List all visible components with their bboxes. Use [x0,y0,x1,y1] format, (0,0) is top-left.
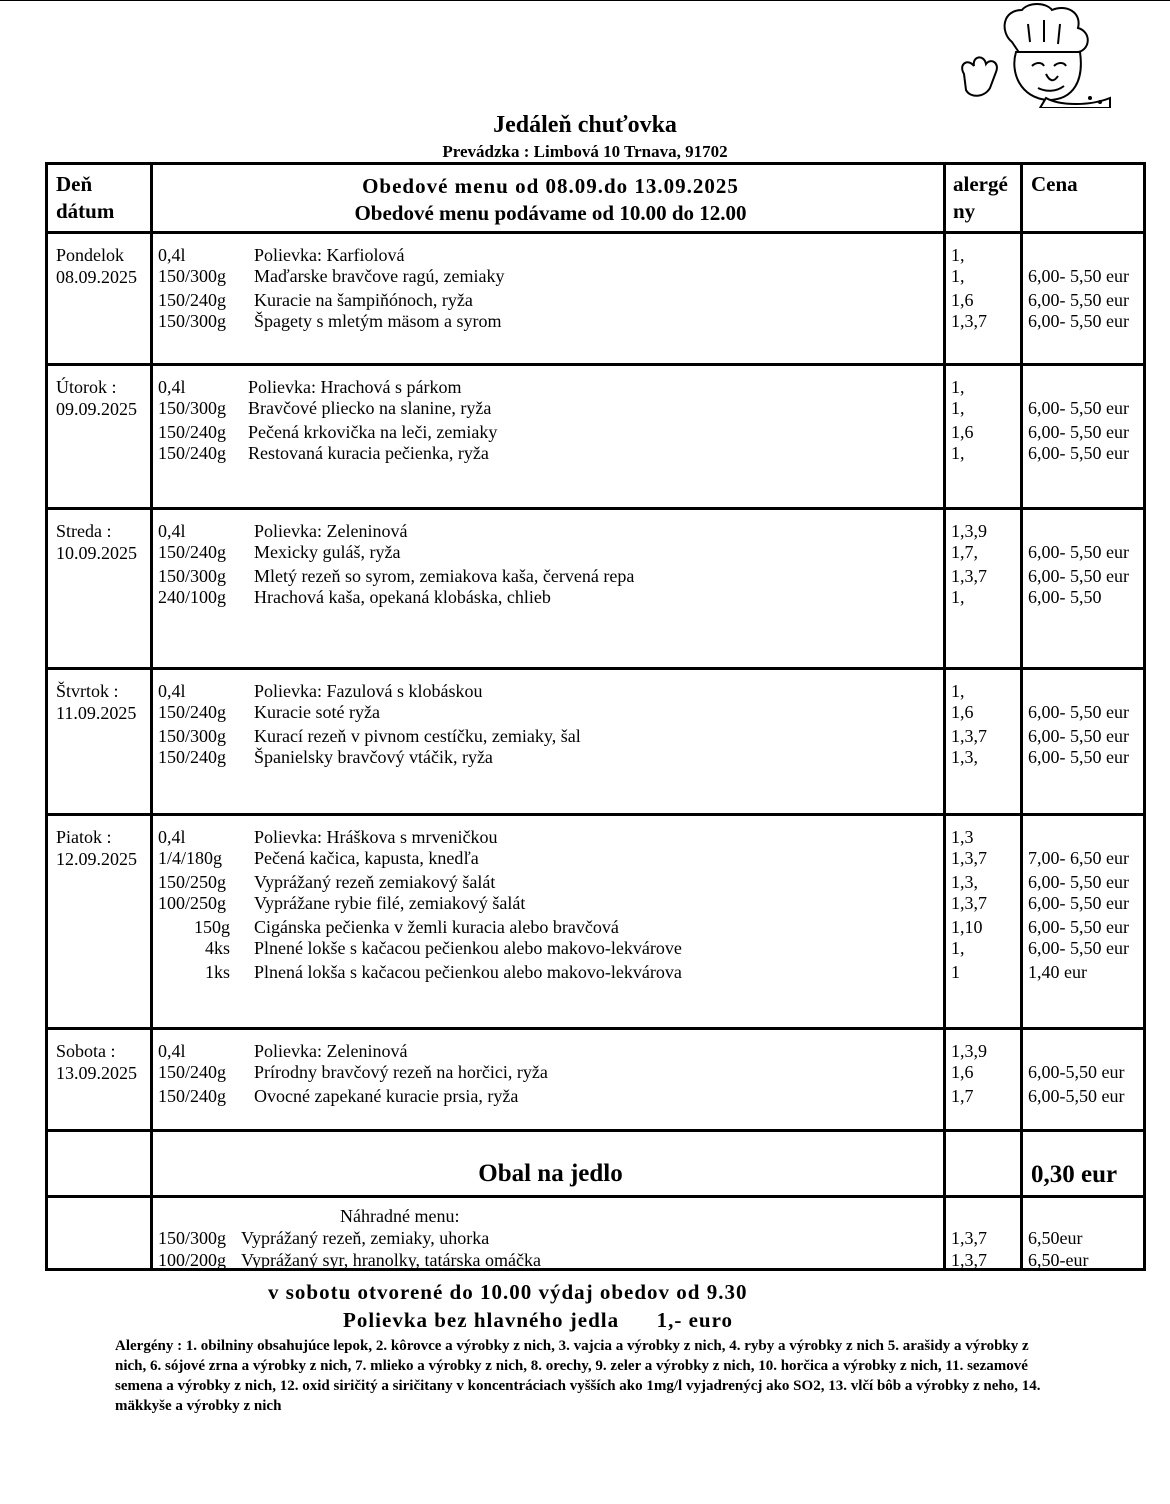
item-portion: 100/250g [158,893,227,913]
item-name: Kuracie soté ryža [254,702,380,722]
day-date: 12.09.2025 [56,849,137,869]
item-name: Španielsky bravčový vtáčik, ryža [254,747,493,767]
item-portion: 150/240g [158,443,227,463]
item-allergens: 1,3,9 [951,1041,987,1061]
item-allergens: 1, [951,398,965,418]
column-divider [943,165,946,1268]
item-portion: 150/300g [158,398,227,418]
item-price: 6,00- 5,50 eur [1028,443,1129,463]
item-allergens: 1,3,7 [951,848,987,868]
item-price: 6,00- 5,50 eur [1028,398,1129,418]
item-portion: 0,4l [158,681,186,701]
item-name: Polievka: Fazulová s klobáskou [254,681,483,701]
day-label [56,1040,137,1084]
item-allergens: 1, [951,245,965,265]
item-price: 6,00- 5,50 eur [1028,938,1129,958]
item-price: 1,40 eur [1028,962,1087,982]
substitute-name: Vyprážaný syr, hranolky, tatárska omáčka [241,1250,541,1270]
item-allergens: 1,3 [951,827,974,847]
item-allergens: 1,3, [951,747,978,767]
day-date: 11.09.2025 [56,703,137,723]
item-allergens: 1,3,7 [951,311,987,331]
item-portion: 150/240g [158,290,227,310]
day-name: Piatok : [56,827,112,847]
item-allergens: 1,3,7 [951,893,987,913]
item-name: Pečená kačica, kapusta, knedľa [254,848,479,868]
item-portion: 150/300g [158,266,227,286]
row-divider [48,1027,1143,1030]
item-name: Mexicky guláš, ryža [254,542,401,562]
item-name: Maďarske bravčove ragú, zemiaky [254,266,505,286]
item-name: Plnené lokše s kačacou pečienkou alebo makovo-lekvárove [254,938,682,958]
day-name: Streda : [56,521,112,541]
restaurant-name: Jedáleň chuťovka [493,112,677,138]
item-portion: 240/100g [158,587,227,607]
item-name: Bravčové pliecko na slanine, ryža [248,398,492,418]
item-portion: 0,4l [158,827,186,847]
item-portion: 0,4l [158,377,186,397]
row-divider [48,1195,1143,1198]
item-allergens: 1,6 [951,290,974,310]
day-label [56,244,137,288]
menu-serving-hours: Obedové menu podávame od 10.00 do 12.00 [354,201,747,225]
item-price: 7,00- 6,50 eur [1028,848,1129,868]
item-name: Prírodny bravčový rezeň na horčici, ryža [254,1062,548,1082]
substitute-portion: 150/300g [158,1228,227,1248]
chef-illustration-icon [950,2,1112,108]
item-portion: 4ks [204,938,230,958]
substitute-allergens: 1,3,7 [951,1228,987,1248]
header-menu-title [153,173,948,227]
item-price: 6,00- 5,50 [1028,587,1102,607]
item-name: Špagety s mletým mäsom a syrom [254,311,502,331]
item-portion: 150g [194,917,230,937]
day-name: Sobota : [56,1041,116,1061]
day-name: Pondelok [56,245,125,265]
item-portion: 1ks [204,962,230,982]
day-label [56,826,137,870]
item-name: Hrachová kaša, opekaná klobáska, chlieb [254,587,551,607]
item-allergens: 1,10 [951,917,983,937]
header-day-date: Deň dátum [56,172,115,223]
item-portion: 150/250g [158,872,227,892]
item-name: Ovocné zapekané kuracie prsia, ryža [254,1086,519,1106]
item-price: 6,00- 5,50 eur [1028,726,1129,746]
day-date: 09.09.2025 [56,399,137,419]
packaging-price: 0,30 eur [1031,1161,1118,1188]
substitute-price: 6,50eur [1028,1228,1083,1248]
item-price: 6,00- 5,50 eur [1028,311,1129,331]
item-price: 6,00- 5,50 eur [1028,422,1129,442]
allergen-legend: Alergény : 1. obilniny obsahujúce lepok, 2. kôrovce a výrobky z nich, 3. vajcia a výrobky z nich, 4. ryby a výrobky z nich 5. arašidy a výrobky z nich, 6. sójové zrna a výrobky z nich, 7. mlieko a výrobky z nich, 8. orechy, 9. zeler a výrobky z nich, 10. horčica a výrobky z nich, 11. sezamové semena a výrobky z nich, 12. oxid siričitý a siričitany v koncentráciach vyšších ako 1mg/l vyjadrenýcj ako SO2, 13. vlčí bôb a výrobky z neho, 14. mäkkyše a výrobky z nich [115,1338,1041,1414]
item-portion: 150/300g [158,726,227,746]
item-name: Pečená krkovička na leči, zemiaky [248,422,498,442]
item-allergens: 1,6 [951,702,974,722]
item-name: Kurací rezeň v pivnom cestíčku, zemiaky, šal [254,726,581,746]
item-allergens: 1,7, [951,542,978,562]
item-price: 6,00- 5,50 eur [1028,542,1129,562]
item-allergens: 1 [951,962,960,982]
item-allergens: 1, [951,681,965,701]
restaurant-address: Prevádzka : Limbová 10 Trnava, 91702 [442,142,728,161]
item-allergens: 1,6 [951,422,974,442]
day-date: 13.09.2025 [56,1063,137,1083]
item-name: Vyprážane rybie filé, zemiakový šalát [254,893,526,913]
item-portion: 150/240g [158,702,227,722]
day-name: Útorok : [56,377,117,397]
item-allergens: 1,3, [951,872,978,892]
day-label [56,520,137,564]
item-allergens: 1,3,9 [951,521,987,541]
item-allergens: 1,3,7 [951,726,987,746]
item-portion: 150/240g [158,747,227,767]
item-name: Polievka: Hrachová s párkom [248,377,462,397]
item-portion: 150/300g [158,566,227,586]
item-price: 6,00- 5,50 eur [1028,290,1129,310]
column-divider [150,165,153,1268]
header-allergens: alergé ny [953,172,1008,223]
item-price: 6,00- 5,50 eur [1028,872,1129,892]
item-name: Mletý rezeň so syrom, zemiakova kaša, červená repa [254,566,635,586]
item-name: Vyprážaný rezeň zemiakový šalát [254,872,496,892]
menu-period: Obedové menu od 08.09.do 13.09.2025 [362,174,739,198]
menu-table [45,162,1146,1271]
substitute-menu-title: Náhradné menu: [340,1206,460,1226]
item-portion: 0,4l [158,521,186,541]
row-divider [48,231,1143,234]
item-portion: 1/4/180g [158,848,223,868]
item-name: Restovaná kuracia pečienka, ryža [248,443,489,463]
item-allergens: 1,6 [951,1062,974,1082]
item-name: Polievka: Zeleninová [254,1041,408,1061]
item-price: 6,00- 5,50 eur [1028,893,1129,913]
item-price: 6,00- 5,50 eur [1028,266,1129,286]
day-name: Štvrtok : [56,681,119,701]
packaging-label: Obal na jedlo [478,1160,623,1187]
item-allergens: 1, [951,587,965,607]
item-name: Polievka: Karfiolová [254,245,405,265]
day-label [56,680,136,724]
item-portion: 0,4l [158,1041,186,1061]
item-allergens: 1, [951,938,965,958]
day-date: 08.09.2025 [56,267,137,287]
item-name: Polievka: Zeleninová [254,521,408,541]
item-portion: 150/240g [158,1086,227,1106]
item-allergens: 1, [951,377,965,397]
substitute-name: Vyprážaný rezeň, zemiaky, uhorka [241,1228,490,1248]
row-divider [48,507,1143,510]
item-name: Plnená lokša s kačacou pečienkou alebo makovo-lekvárova [254,962,682,982]
row-divider [48,1129,1143,1132]
row-divider [48,667,1143,670]
item-price: 6,00-5,50 eur [1028,1086,1125,1106]
item-name: Cigánska pečienka v žemli kuracia alebo bravčová [254,917,619,937]
header-price: Cena [1031,172,1078,196]
substitute-allergens: 1,3,7 [951,1250,987,1270]
soup-only-price: Polievka bez hlavného jedla 1,- euro [343,1308,734,1332]
row-divider [48,813,1143,816]
item-portion: 150/300g [158,311,227,331]
top-border-line [0,0,1170,1]
saturday-hours: v sobotu otvorené do 10.00 výdaj obedov od 9.30 [268,1280,748,1304]
item-price: 6,00-5,50 eur [1028,1062,1125,1082]
item-allergens: 1,7 [951,1086,974,1106]
item-portion: 150/240g [158,542,227,562]
column-divider [1020,165,1023,1268]
day-date: 10.09.2025 [56,543,137,563]
substitute-price: 6,50-eur [1028,1250,1089,1270]
item-name: Polievka: Hráškova s mrveničkou [254,827,498,847]
item-price: 6,00- 5,50 eur [1028,566,1129,586]
item-allergens: 1, [951,443,965,463]
row-divider [48,363,1143,366]
item-price: 6,00- 5,50 eur [1028,702,1129,722]
item-allergens: 1,3,7 [951,566,987,586]
item-allergens: 1, [951,266,965,286]
item-name: Kuracie na šampiňónoch, ryža [254,290,473,310]
item-portion: 150/240g [158,422,227,442]
item-price: 6,00- 5,50 eur [1028,747,1129,767]
item-portion: 150/240g [158,1062,227,1082]
item-portion: 0,4l [158,245,186,265]
substitute-portion: 100/200g [158,1250,227,1270]
day-label [56,376,137,420]
item-price: 6,00- 5,50 eur [1028,917,1129,937]
